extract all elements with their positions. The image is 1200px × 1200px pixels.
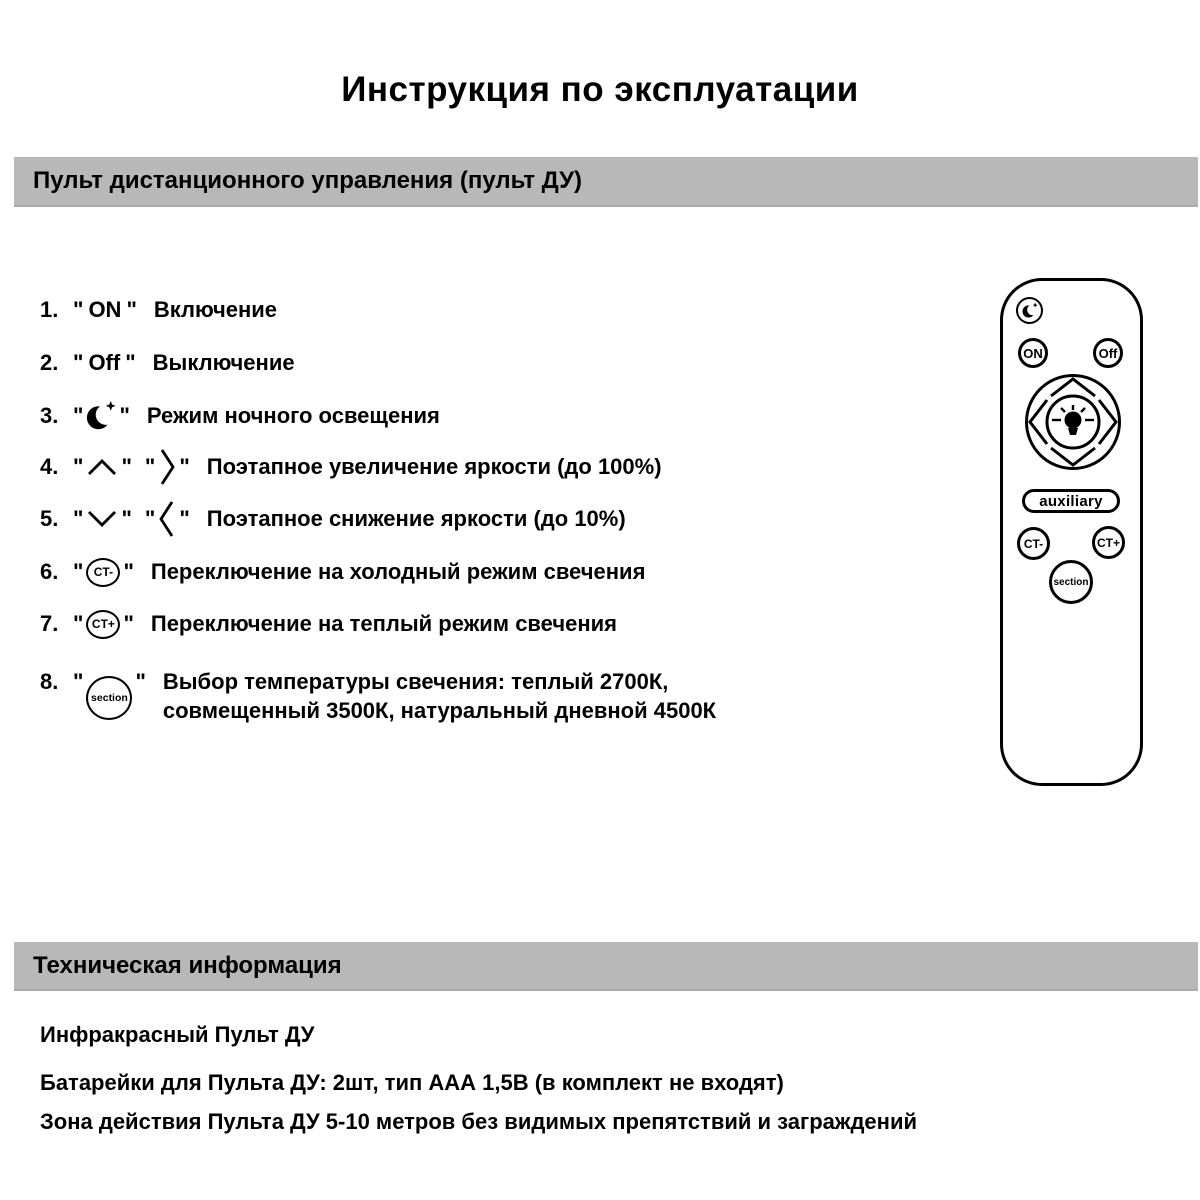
auxiliary-button-label: auxiliary: [1039, 492, 1103, 510]
button-name-off: Off: [88, 350, 121, 375]
list-item-ct-minus: [40, 550, 645, 594]
ct-minus-label: CT-: [93, 565, 114, 579]
list-item-brightness-down: [40, 497, 626, 541]
tech-line-range: Зона действия Пульта ДУ 5-10 метров без видимых препятствий и заграждений: [40, 1109, 918, 1134]
off-button-label: Off: [1098, 345, 1118, 361]
off-button: [1093, 338, 1123, 368]
item-number: 4.: [40, 454, 59, 479]
section-button: [1049, 560, 1093, 604]
quote-mark: ": [73, 403, 84, 428]
moon-icon: [86, 400, 116, 432]
item-number: 8.: [40, 669, 59, 694]
item-description: Включение: [153, 297, 278, 322]
button-name-on: ON: [88, 297, 122, 322]
quote-mark: ": [73, 297, 84, 322]
item-description: Поэтапное снижение яркости (до 10%): [206, 506, 626, 531]
ct-plus-label: CT+: [91, 617, 115, 631]
ct-minus-icon: [86, 558, 120, 587]
ct-plus-icon: [86, 610, 120, 639]
section-button-label: section: [1053, 576, 1089, 588]
quote-mark: ": [73, 669, 84, 694]
quote-mark: ": [73, 454, 84, 479]
section-header-remote-label: Пульт дистанционного управления (пульт ДУ): [33, 167, 582, 194]
quote-mark: ": [126, 297, 137, 322]
item-description: Поэтапное увеличение яркости (до 100%): [206, 454, 662, 479]
item-number: 7.: [40, 611, 59, 636]
section-label: section: [91, 692, 128, 704]
chevron-right-icon: [1099, 400, 1116, 444]
quote-mark: ": [73, 350, 84, 375]
item-number: 1.: [40, 297, 59, 322]
on-button-label: ON: [1023, 345, 1043, 361]
quote-mark: ": [73, 559, 84, 584]
quote-mark: ": [73, 611, 84, 636]
list-item-section: [40, 668, 716, 725]
list-item-night-mode: [40, 394, 440, 438]
moon-icon: [1022, 302, 1038, 319]
quote-mark: ": [121, 506, 132, 531]
quote-mark: ": [135, 669, 146, 694]
section-header-tech-label: Техническая информация: [33, 951, 342, 979]
quote-mark: ": [179, 506, 190, 531]
item-description: Режим ночного освещения: [146, 403, 440, 428]
item-description-line1: Выбор температуры свечения: теплый 2700К,: [162, 669, 669, 694]
ct-plus-button-label: CT+: [1096, 535, 1120, 550]
item-description-line2: совмещенный 3500К, натуральный дневной 4500К: [162, 697, 717, 723]
section-header-remote: [14, 157, 1198, 207]
quote-mark: ": [123, 559, 134, 584]
quote-mark: ": [123, 611, 134, 636]
chevron-left-icon: [1030, 400, 1047, 444]
chevron-right-icon: [158, 448, 176, 486]
item-number: 6.: [40, 559, 59, 584]
quote-mark: ": [144, 454, 156, 479]
quote-mark: ": [121, 454, 132, 479]
list-item-on: [40, 288, 277, 332]
ct-plus-button: [1092, 526, 1125, 559]
page-title: Инструкция по эксплуатации: [341, 70, 859, 109]
quote-mark: ": [125, 350, 136, 375]
on-button: [1018, 338, 1048, 368]
chevron-up-icon: [86, 457, 118, 477]
tech-line-batteries: Батарейки для Пульта ДУ: 2шт, тип ААА 1,5В (в комплект не входят): [40, 1070, 784, 1095]
night-mode-button: [1016, 297, 1043, 324]
chevron-left-icon: [158, 500, 176, 538]
quote-mark: ": [73, 506, 84, 531]
chevron-down-icon: [1051, 448, 1095, 465]
ct-minus-button-label: CT-: [1023, 536, 1044, 551]
section-icon: [86, 676, 132, 720]
item-description: Переключение на холодный режим свечения: [150, 559, 646, 584]
item-description: [163, 668, 716, 725]
quote-mark: ": [144, 506, 156, 531]
list-item-off: [40, 341, 295, 385]
remote-illustration: [1000, 278, 1143, 786]
bulb-icon: [1052, 405, 1094, 435]
dpad: [1023, 372, 1123, 472]
list-item-brightness-up: [40, 445, 662, 489]
auxiliary-button: [1022, 489, 1120, 513]
quote-mark: ": [119, 403, 130, 428]
item-number: 2.: [40, 350, 59, 375]
item-number: 5.: [40, 506, 59, 531]
quote-mark: ": [179, 454, 190, 479]
tech-line-ir: Инфракрасный Пульт ДУ: [40, 1022, 315, 1047]
chevron-up-icon: [1051, 379, 1095, 396]
chevron-down-icon: [86, 509, 118, 529]
item-description: Выключение: [152, 350, 295, 375]
section-header-tech: [14, 942, 1198, 991]
item-description: Переключение на теплый режим свечения: [150, 611, 618, 636]
list-item-ct-plus: [40, 602, 617, 646]
ct-minus-button: [1017, 527, 1050, 560]
item-number: 3.: [40, 403, 59, 428]
